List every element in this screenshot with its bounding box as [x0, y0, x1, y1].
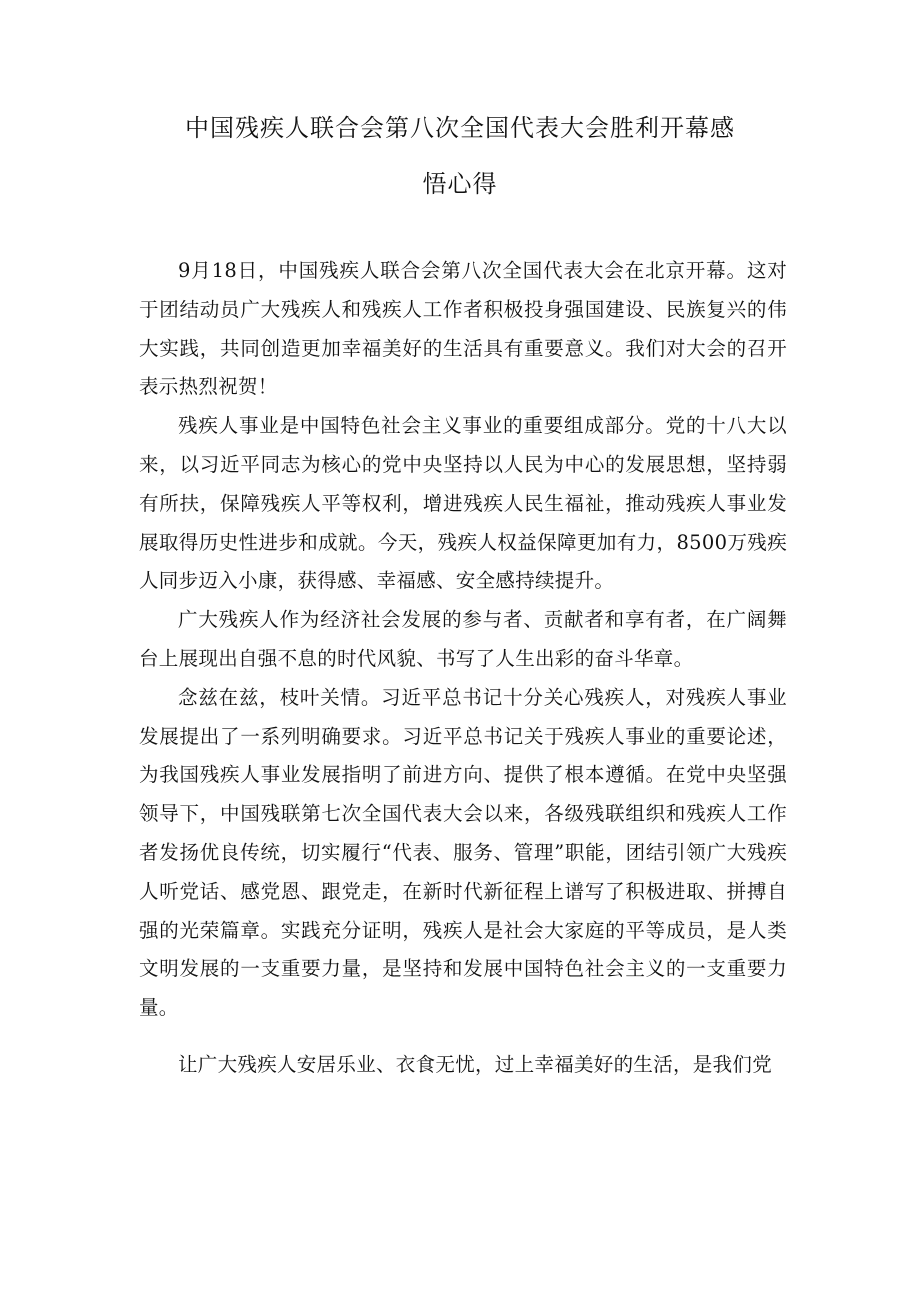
title-line-2: 悟心得 — [422, 170, 498, 198]
document-body — [139, 252, 787, 1085]
paragraph-5: 让广大残疾人安居乐业、衣食无忧，过上幸福美好的生活，是我们党 — [178, 1052, 773, 1076]
paragraph-1: 9月18日，中国残疾人联合会第八次全国代表大会在北京开幕。这对于团结动员广大残疾人和残疾人工作者积极投身强国建设、民族复兴的伟大实践，共同创造更加幸福美好的生活具有重要意义。我们对大会的召开表示热烈祝贺！ — [139, 259, 787, 399]
title-line-1: 中国残疾人联合会第八次全国代表大会胜利开幕感 — [185, 114, 735, 142]
document-title — [150, 100, 770, 212]
paragraph-4: 念兹在兹，枝叶关情。习近平总书记十分关心残疾人，对残疾人事业发展提出了一系列明确要求。习近平总书记关于残疾人事业的重要论述，为我国残疾人事业发展指明了前进方向、提供了根本遵循。在党中央坚强领导下，中国残联第七次全国代表大会以来，各级残联组织和残疾人工作者发扬优良传统，切实履行“代表、服务、管理”职能，团结引领广大残疾人听党话、感党恩、跟党走，在新时代新征程上谱写了积极进取、拼搏自强的光荣篇章。实践充分证明，残疾人是社会大家庭的平等成员，是人类文明发展的一支重要力量，是坚持和发展中国特色社会主义的一支重要力量。 — [139, 685, 787, 1020]
paragraph-3: 广大残疾人作为经济社会发展的参与者、贡献者和享有者，在广阔舞台上展现出自强不息的时代风貌、书写了人生出彩的奋斗华章。 — [139, 608, 787, 670]
paragraph-2: 残疾人事业是中国特色社会主义事业的重要组成部分。党的十八大以来，以习近平同志为核心的党中央坚持以人民为中心的发展思想，坚持弱有所扶，保障残疾人平等权利，增进残疾人民生福祉，推动残疾人事业发展取得历史性进步和成就。今天，残疾人权益保障更加有力，8500万残疾人同步迈入小康，获得感、幸福感、安全感持续提升。 — [139, 414, 787, 593]
